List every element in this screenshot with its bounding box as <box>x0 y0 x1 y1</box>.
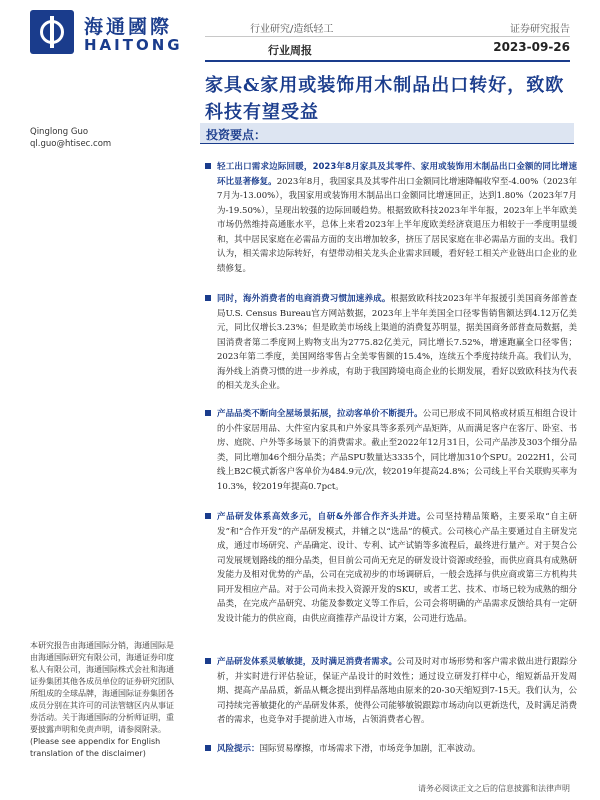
bullet-item <box>205 407 577 494</box>
bullet-text <box>217 407 577 494</box>
bullet-item <box>205 742 577 757</box>
bullet-body: 公司及时对市场形势和客户需求做出进行跟踪分析，并实时进行评估验证，保证产品设计的时效性；通过设立研发打样中心，缩短新品开发周期、提高产品品质，新品从概念提出到样品落地由原来的20-30天缩短到7-15天。我们认为，公司持续完善敏捷化的产品研发体系，使得公司能够敏锐跟踪市场动向以更新迭代，及时满足消费者的需求，也竞争对手提前进入市场，占领消费者心智。 <box>217 657 577 725</box>
logo-text-en: HAITONG <box>84 36 183 54</box>
bullet-text <box>217 160 577 276</box>
bullet-highlight: 风险提示： <box>217 744 260 754</box>
bullet-square-icon <box>205 513 211 519</box>
key-points-label: 投资要点： <box>206 128 267 142</box>
bullet-text <box>217 510 577 626</box>
key-points-header <box>200 123 574 144</box>
bullet-text <box>217 655 577 728</box>
disclaimer-text: 本研究报告由海通国际分销，海通国际是由海通国际研究有限公司，海通证券印度私人有限公司，海通国际株式会社和海通证券集团其他各成员单位的证券研究团队所组成的全球品牌，海通国际证券集团各成员分别在其许可的司法管辖区内从事证券活动。关于海通国际的分析师证明，重要披露声明和免责声明，请参阅附录。(Please see appendix for English translation of the disclaimer) <box>30 641 174 758</box>
report-date: 2023-09-26 <box>493 40 570 54</box>
logo-text-cn: 海通國際 <box>84 16 173 38</box>
report-category: 行业研究/造纸轻工 <box>250 24 334 35</box>
bullet-square-icon <box>205 658 211 664</box>
footer-notice: 请务必阅读正文之后的信息披露和法律声明 <box>418 784 570 793</box>
bullet-square-icon <box>205 295 211 301</box>
report-label: 证券研究报告 <box>510 24 570 35</box>
bullet-item <box>205 292 577 394</box>
bullet-text <box>217 292 577 394</box>
bullet-body: 国际贸易摩擦，市场需求下滑，市场竞争加剧，汇率波动。 <box>259 744 481 754</box>
bullet-highlight: 产品研发体系高效多元，自研&外部合作齐头并进。 <box>217 512 427 522</box>
header-divider <box>205 36 570 37</box>
author-email[interactable]: ql.guo@htisec.com <box>30 139 112 149</box>
bullet-body: 根据致欧科技2023年半年报援引美国商务部普查局U.S. Census Bureau官方网站数据，2023年上半年美国全口径零售销售额达到4.12万亿美元，同比仅增长3.23%；但是欧美市场线上渠道的消费复苏明显，据美国商务部普查局数据，美国消费者第二季度网上购物支出为2775.82亿美元，同比增长7.52%，增速跑赢全口径零售；2023年第二季度，美国网络零售占全美零售额的15.4%，连续五个季度持续升高。我们认为，海外线上消费习惯的进一步养成，有助于我国跨境电商企业的长期发展，看好以致欧科技为代表的相关龙头企业。 <box>217 294 577 391</box>
bullet-highlight: 轻工出口需求边际回暖，2023年8月家具及其零件、家用或装饰用木制品出口金额的同比增速环比显著修复。 <box>217 162 577 187</box>
bullet-text <box>217 742 577 757</box>
report-title: 家具&家用或装饰用木制品出口转好，致欧科技有望受益 <box>205 75 565 123</box>
author-name: Qinglong Guo <box>30 127 89 137</box>
haitong-logo-icon <box>30 10 74 54</box>
bullet-square-icon <box>205 163 211 169</box>
bullet-item <box>205 160 577 276</box>
bullet-item <box>205 510 577 626</box>
bullet-highlight: 产品品类不断向全屋场景拓展，拉动客单价不断提升。 <box>217 409 423 419</box>
bullet-body: 公司坚持精品策略，主要采取“自主研发”和“合作开发”的产品研发模式，并辅之以“选品”的模式。公司核心产品主要通过自主研发完成，通过市场研究、产品确定、设计、专利、试产试销等多流程后，最终进行量产。对于契合公司发展规划路线的细分品类，但目前公司尚无充足的研发设计资源或经验，而供应商具有成熟研发能力及相对优势的产品，公司在完成初步的市场调研后，一般会选择与供应商或第三方机构共同开发相应产品。对于公司尚未投入资源开发的SKU，或者工艺、技术、市场已较为成熟的细分品类，在完成产品研究、功能及参数定义等工作后，公司会将明确的产品需求反馈给具有一定研发设计能力的供应商，由供应商推荐产品设计方案，公司进行选品。 <box>217 512 577 624</box>
bullet-body: 2023年8月，我国家具及其零件出口金额同比增速降幅收窄至-4.00%（2023年7月为-13.00%），我国家用或装饰用木制品出口金额同比增速回正，达到1.80%（2023年7月为-19.50%），呈现出较强的边际回暖趋势。根据致欧科技2023年半年报，2023年上半年欧美市场仍然维持高通胀水平，总体上来看2023年上半年度欧美经济衰退压力相较于一季度明显缓和，其中居民家庭在必需品方面的支出增加较多，挤压了居民家庭在非必需品方面的支出。我们认为，相关需求边际转好，有望带动相关龙头企业需求回暖，看好轻工相关产业链出口企业的业绩修复。 <box>217 176 577 274</box>
bullet-square-icon <box>205 410 211 416</box>
bullet-square-icon <box>205 745 211 751</box>
bullet-highlight: 产品研发体系灵敏敏捷，及时满足消费者需求。 <box>217 657 398 667</box>
header-divider-bold <box>205 60 570 62</box>
report-type: 行业周报 <box>268 44 312 57</box>
bullet-body: 公司已形成不同风格或材质互相组合设计的小件家居用品、大件室内家具和户外家具等多系列产品矩阵，从而满足客户在客厅、卧室、书房、庭院、户外等多场景下的消费需求。截止至2022年12月31日，公司产品涉及303个细分品类，同比增加46个细分品类；产品SPU数量达3335个，同比增加310个SPU。2022H1，公司线上B2C模式新客户客单价为484.9元/次，较2019年提高24.8%；公司线上平台关联购买率为10.3%，较2019年提高0.7pct。 <box>217 409 577 492</box>
author-block <box>30 126 111 150</box>
bullet-highlight: 同时，海外消费者的电商消费习惯加速养成。 <box>217 294 391 304</box>
bullet-item <box>205 655 577 728</box>
